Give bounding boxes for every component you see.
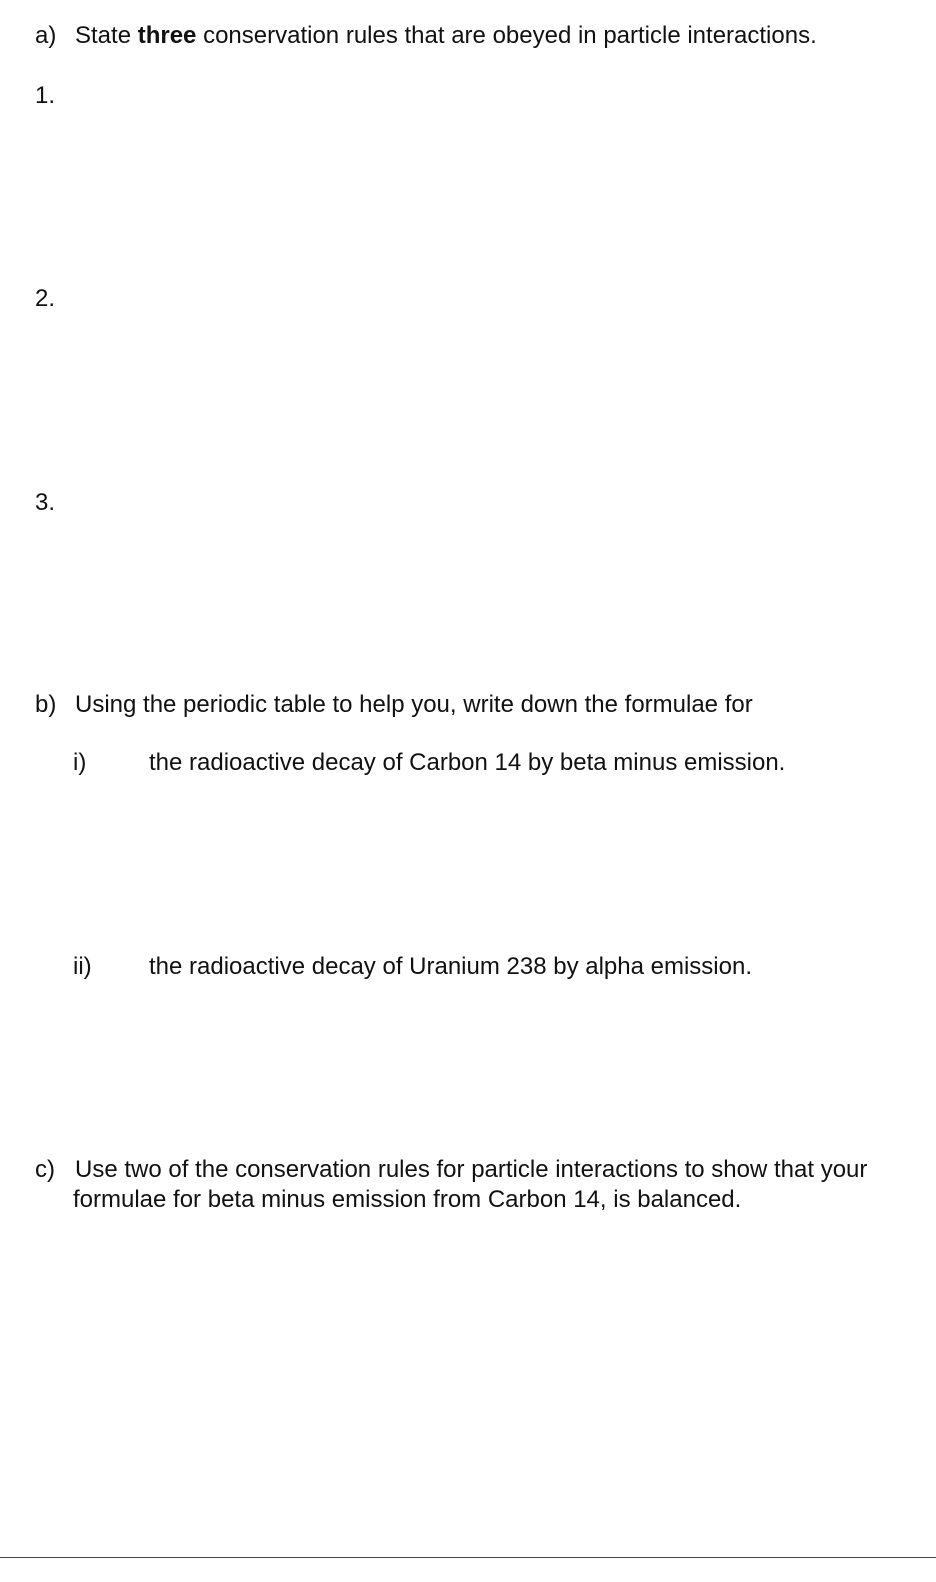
answer-number-2 (35, 284, 55, 313)
question-c-label: c) (35, 1156, 55, 1183)
question-a-text-start: State (75, 22, 138, 49)
answer-number-1 (35, 81, 55, 110)
answer-number-2-label: 2. (35, 285, 56, 312)
question-b-label: b) (35, 691, 57, 718)
question-b-part-ii-label: ii) (73, 953, 92, 980)
question-b-part-i-text: the radioactive decay of Carbon 14 by beta minus emission. (149, 749, 786, 776)
question-a-text (75, 21, 817, 50)
question-a-emphasis: three (137, 22, 197, 49)
question-a-text-end: conservation rules that are obeyed in particle interactions. (196, 22, 817, 49)
question-b-text: Using the periodic table to help you, write down the formulae for (75, 691, 753, 718)
question-a-label: a) (35, 22, 57, 49)
question-c-text-line-2: formulae for beta minus emission from Carbon 14, is balanced. (73, 1186, 742, 1213)
question-b-part-i-label: i) (73, 749, 87, 776)
answer-number-3-label: 3. (35, 489, 56, 516)
answer-number-1-label: 1. (35, 82, 56, 109)
question-b-part-ii-text: the radioactive decay of Uranium 238 by alpha emission. (149, 953, 752, 980)
question-c-text-line-1: Use two of the conservation rules for particle interactions to show that your (75, 1156, 868, 1183)
answer-number-3 (35, 488, 55, 517)
bottom-divider (0, 1557, 936, 1558)
